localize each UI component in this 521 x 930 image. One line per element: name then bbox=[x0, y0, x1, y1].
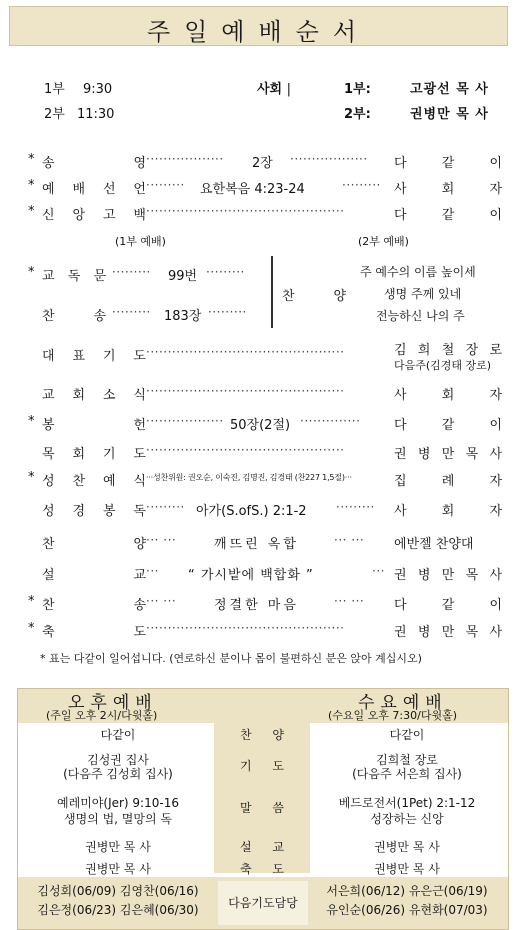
order-label: 축 도 bbox=[42, 625, 146, 640]
order-content: 아가(S.ofS.) 2:1-2 bbox=[196, 504, 307, 519]
service-label: 2부 bbox=[44, 107, 65, 122]
afternoon-title: 오후예배 bbox=[68, 693, 158, 713]
prayer-duty-left-1: 김성회(06/09) 김영찬(06/16) bbox=[37, 884, 199, 898]
order-by: 다 같 이 bbox=[394, 418, 502, 433]
title-bar bbox=[9, 6, 508, 46]
order-label: 봉 헌 bbox=[42, 418, 146, 433]
service-label: 1부 bbox=[44, 82, 65, 97]
order-content: 깨뜨린 옥합 bbox=[214, 537, 299, 552]
order-label: 성 경 봉 독 bbox=[42, 504, 146, 519]
order-content: 성찬위원: 권오순, 이숙진, 김명진, 김경태 (찬227 1,5절) bbox=[153, 473, 345, 482]
split-right-label: 찬 양 bbox=[282, 289, 346, 304]
split-header-left: (1부 예배) bbox=[115, 235, 166, 248]
mid-label-prayer: 기 도 bbox=[240, 759, 284, 773]
order-label: 찬 송 bbox=[42, 309, 106, 324]
split-divider bbox=[271, 256, 273, 328]
wednesday-praise: 다같이 bbox=[389, 728, 425, 742]
afternoon-scripture-title: 생명의 법, 멸망의 독 bbox=[64, 812, 172, 826]
split-header-right: (2부 예배) bbox=[358, 235, 409, 248]
service-time: 9:30 bbox=[82, 82, 113, 97]
presider-name-1: 고광선 목 사 bbox=[410, 82, 489, 97]
order-by: 사 회 자 bbox=[394, 388, 502, 403]
praise-line-3: 전능하신 나의 주 bbox=[376, 309, 465, 323]
praise-line-1: 주 예수의 이름 높이세 bbox=[360, 265, 476, 279]
order-label: 성 찬 예 식 bbox=[42, 474, 146, 489]
order-by: 권 병 만 목 사 bbox=[394, 447, 502, 462]
afternoon-scripture: 예레미야(Jer) 9:10-16 bbox=[57, 796, 179, 810]
order-content: 요한복음 4:23-24 bbox=[200, 182, 305, 197]
afternoon-praise: 다같이 bbox=[100, 728, 136, 742]
prayer-duty-right-2: 유인순(06/26) 유현화(07/03) bbox=[326, 903, 488, 917]
order-by: 사 회 자 bbox=[394, 182, 502, 197]
afternoon-preacher: 권병만 목 사 bbox=[85, 840, 151, 854]
order-by: 다 같 이 bbox=[394, 208, 502, 223]
order-label: 찬 송 bbox=[42, 598, 146, 613]
order-content: 99번 bbox=[168, 269, 198, 284]
order-label: 대 표 기 도 bbox=[42, 349, 146, 364]
presider-service-1: 1부: bbox=[344, 82, 371, 97]
order-by: 권 병 만 목 사 bbox=[394, 625, 502, 640]
order-label: 설 교 bbox=[42, 568, 146, 583]
mid-label-sermon: 설 교 bbox=[240, 840, 284, 854]
services-table bbox=[17, 688, 509, 930]
order-by: 다 같 이 bbox=[394, 598, 502, 613]
order-by: 권 병 만 목 사 bbox=[394, 568, 502, 583]
wednesday-prayer-next: (다음주 서은희 집사) bbox=[352, 767, 462, 781]
wednesday-prayer: 김희철 장로 bbox=[376, 753, 438, 767]
service-time-2 bbox=[44, 103, 114, 122]
order-label: 찬 양 bbox=[42, 537, 146, 552]
afternoon-prayer-next: (다음주 김성회 집사) bbox=[63, 767, 173, 781]
order-by: 사 회 자 bbox=[394, 504, 502, 519]
prayer-next: 다음주(김경태 장로) bbox=[394, 359, 492, 372]
order-label: 예 배 선 언 bbox=[42, 182, 146, 197]
presider-name-2: 권병만 목 사 bbox=[410, 107, 489, 122]
order-content: “ 가시밭에 백합화 ” bbox=[188, 568, 314, 583]
mid-label-word: 말 씀 bbox=[240, 801, 284, 815]
order-by: 집 례 자 bbox=[394, 474, 502, 489]
mid-label-praise: 찬 양 bbox=[240, 728, 284, 742]
service-time-1 bbox=[44, 78, 112, 97]
order-content: 183장 bbox=[164, 309, 202, 324]
prayer-duty-right-1: 서은희(06/12) 유은근(06/19) bbox=[326, 884, 488, 898]
order-by: 에반젤 찬양대 bbox=[394, 537, 474, 552]
prayer-by: 김 희 철 장 로 bbox=[394, 343, 502, 358]
wednesday-sub: (수요일 오후 7:30/다윗홀) bbox=[328, 709, 457, 722]
mid-label-benediction: 축 도 bbox=[240, 862, 284, 876]
order-label: 송 영 bbox=[42, 156, 146, 171]
afternoon-sub: (주일 오후 2시/다윗홀) bbox=[46, 709, 158, 722]
wednesday-benediction: 권병만 목 사 bbox=[374, 862, 440, 876]
praise-line-2: 생명 주께 있네 bbox=[384, 287, 462, 301]
order-content: 2장 bbox=[252, 156, 273, 171]
order-label: 신 앙 고 백 bbox=[42, 208, 146, 223]
wednesday-title: 수요예배 bbox=[358, 693, 448, 713]
presider-service-2: 2부: bbox=[344, 107, 371, 122]
wednesday-scripture: 베드로전서(1Pet) 2:1-12 bbox=[338, 796, 476, 810]
prayer-duty-left-2: 김은정(06/23) 김은혜(06/30) bbox=[37, 903, 199, 917]
wednesday-preacher: 권병만 목 사 bbox=[374, 840, 440, 854]
order-label: 교 독 문 bbox=[42, 269, 106, 284]
afternoon-prayer: 김성권 집사 bbox=[87, 753, 149, 767]
order-content: 50장(2절) bbox=[230, 418, 291, 433]
prayer-duty-label: 다음기도담당 bbox=[228, 896, 298, 910]
wednesday-scripture-title: 성장하는 신앙 bbox=[370, 812, 444, 826]
afternoon-benediction: 권병만 목 사 bbox=[85, 862, 151, 876]
order-content: 정결한 마음 bbox=[214, 598, 299, 613]
page-title: 주일예배순서 bbox=[146, 18, 371, 46]
order-by: 다 같 이 bbox=[394, 156, 502, 171]
presider-label: 사회 | bbox=[257, 82, 292, 97]
order-label: 목 회 기 도 bbox=[42, 447, 146, 462]
service-time: 11:30 bbox=[76, 107, 115, 122]
standing-note: * 표는 다같이 일어섭니다. (연로하신 분이나 몸이 불편하신 분은 앉아 계십시오) bbox=[40, 652, 422, 665]
order-label: 교 회 소 식 bbox=[42, 388, 146, 403]
